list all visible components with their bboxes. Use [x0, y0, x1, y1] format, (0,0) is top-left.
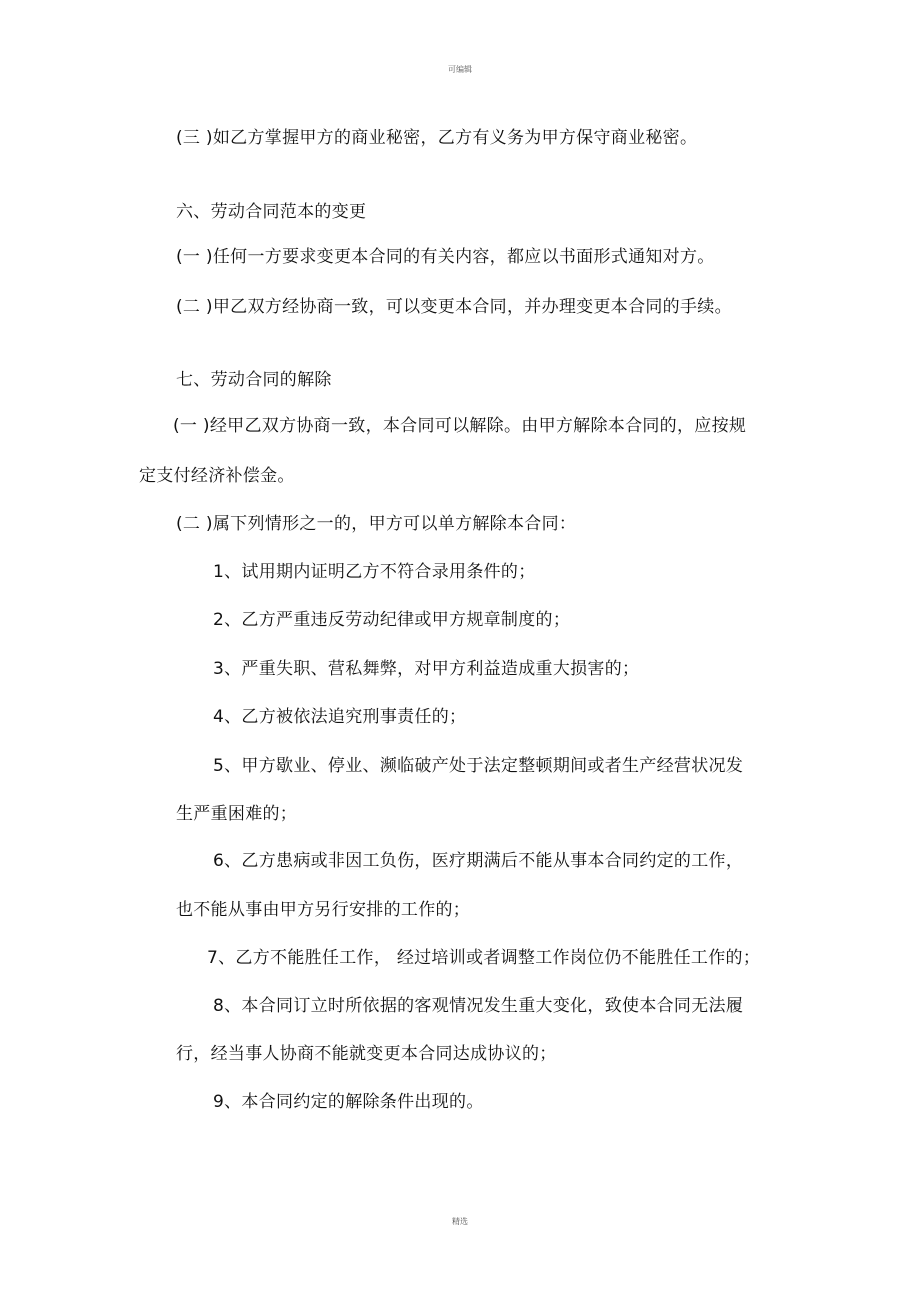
section-7-clause-2: (二 )属下列情形之一的，甲方可以单方解除本合同：: [176, 514, 577, 534]
list-item-3: 3、严重失职、营私舞弊，对甲方利益造成重大损害的；: [213, 659, 640, 679]
section-7-clause-1: (一 )经甲乙双方协商一致，本合同可以解除。由甲方解除本合同的，应按规: [173, 416, 747, 436]
section-6-clause-2: (二 )甲乙双方经协商一致，可以变更本合同，并办理变更本合同的手续。: [176, 297, 732, 317]
list-item-6-cont: 也不能从事由甲方另行安排的工作的；: [176, 900, 471, 920]
list-item-9: 9、本合同约定的解除条件出现的。: [213, 1092, 484, 1112]
section-6-clause-1: (一 )任何一方要求变更本合同的有关内容，都应以书面形式通知对方。: [176, 247, 715, 267]
footer-mark: 精选: [452, 1217, 468, 1226]
list-item-8: 8、本合同订立时所依据的客观情况发生重大变化，致使本合同无法履: [213, 996, 744, 1016]
list-item-1: 1、试用期内证明乙方不符合录用条件的；: [213, 562, 536, 582]
list-item-5-cont: 生严重困难的；: [176, 804, 298, 824]
section-7-clause-1-cont: 定支付经济补偿金。: [139, 466, 295, 486]
list-item-7: 7、乙方不能胜任工作， 经过培训或者调整工作岗位仍不能胜任工作的；: [207, 948, 761, 968]
list-item-5: 5、甲方歇业、停业、濒临破产处于法定整顿期间或者生产经营状况发: [213, 756, 744, 776]
section-7-heading: 七、劳动合同的解除: [176, 370, 332, 390]
list-item-6: 6、乙方患病或非因工负伤，医疗期满后不能从事本合同约定的工作，: [213, 851, 744, 871]
list-item-8-cont: 行，经当事人协商不能就变更本合同达成协议的；: [176, 1044, 557, 1064]
list-item-2: 2、乙方严重违反劳动纪律或甲方规章制度的；: [213, 610, 571, 630]
header-mark: 可编辑: [448, 65, 472, 74]
list-item-4: 4、乙方被依法追究刑事责任的；: [213, 707, 467, 727]
section-6-heading: 六、劳动合同范本的变更: [176, 202, 367, 222]
clause-3-confidentiality: (三 )如乙方掌握甲方的商业秘密，乙方有义务为甲方保守商业秘密。: [176, 128, 698, 148]
